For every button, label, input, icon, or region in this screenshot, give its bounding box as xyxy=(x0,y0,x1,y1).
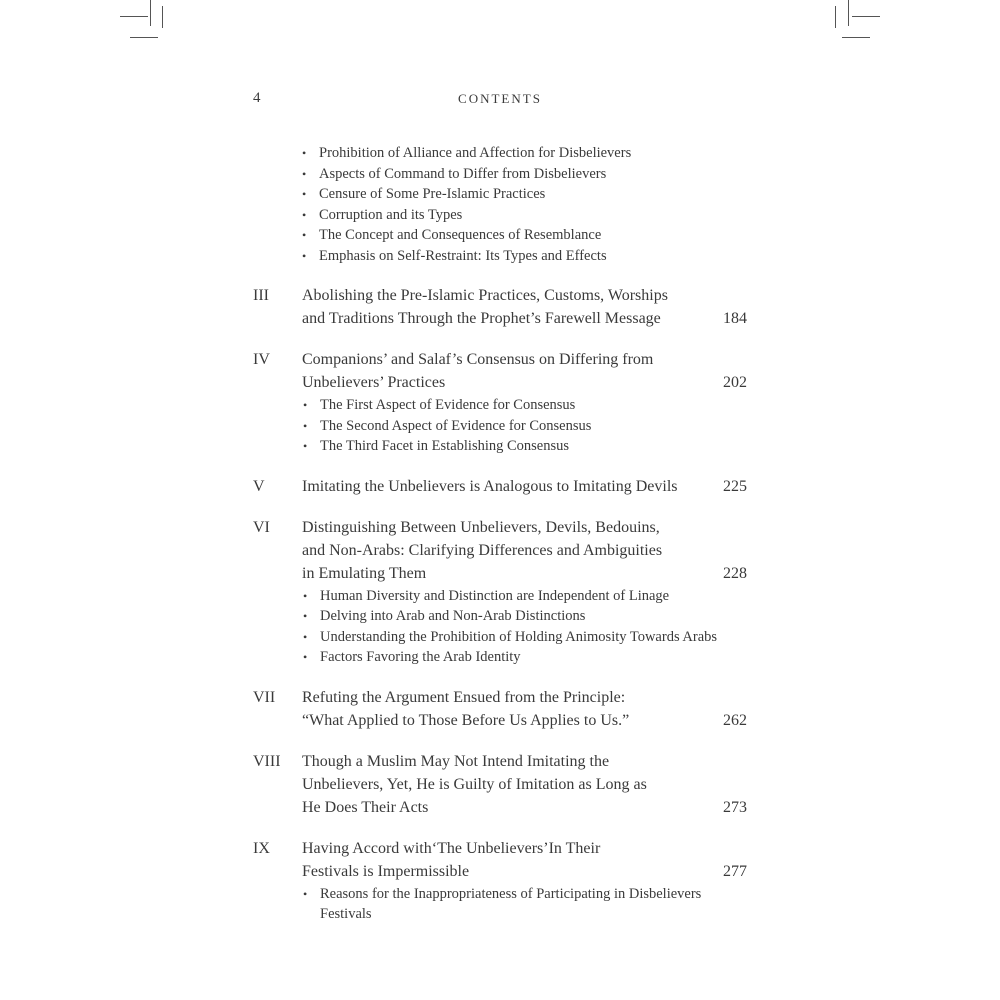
chapter-page-number: 202 xyxy=(723,374,747,391)
chapter-page-number: 277 xyxy=(723,862,747,880)
chapter-page-number: 225 xyxy=(723,477,747,495)
chapter-title xyxy=(302,837,711,883)
chapter-entry xyxy=(253,475,747,498)
chapter-title-row xyxy=(302,475,747,498)
chapter-title xyxy=(302,348,711,394)
chapter-title-line: Though a Muslim May Not Intend Imitating the xyxy=(302,752,610,770)
page-header xyxy=(253,90,747,112)
chapter-page-number: 184 xyxy=(723,310,747,327)
chapter-number: VI xyxy=(253,518,270,536)
chapter-title-line: Abolishing the Pre-Islamic Practices, Customs, Worships xyxy=(302,287,668,304)
chapter-title xyxy=(302,686,711,732)
chapter-number: III xyxy=(253,287,269,304)
running-head: CONTENTS xyxy=(458,91,542,106)
chapter-title-row xyxy=(302,284,747,330)
bullet-item: • Reasons for the Inappropriateness of Participating in Disbelievers Festivals xyxy=(302,884,747,925)
crop-mark-top-right-vertical-inner xyxy=(835,6,836,28)
chapter-number: VIII xyxy=(253,752,281,770)
chapter-title-row xyxy=(302,516,747,585)
chapter-body xyxy=(302,750,747,819)
chapter-page-number: 273 xyxy=(723,798,747,816)
bullet-item: • Aspects of Command to Differ from Disbelievers xyxy=(301,164,747,185)
chapter-title-row xyxy=(302,837,747,883)
chapter-title-line: Unbelievers, Yet, He is Guilty of Imitation as Long as xyxy=(302,775,647,793)
chapter-entry xyxy=(253,686,747,732)
bullet-item: • Understanding the Prohibition of Holding Animosity Towards Arabs xyxy=(302,627,747,648)
bullet-item: • Delving into Arab and Non-Arab Distinctions xyxy=(302,606,747,627)
chapter-body xyxy=(302,475,747,498)
chapter-entry xyxy=(253,516,747,668)
chapter-title-line: Imitating the Unbelievers is Analogous to Imitating Devils xyxy=(302,477,678,495)
crop-mark-top-right-vertical xyxy=(848,0,849,26)
chapter-title-line: Companions’ and Salaf’s Consensus on Differing from xyxy=(302,351,654,368)
chapter-page-number: 262 xyxy=(723,711,747,729)
crop-mark-top-left-horizontal-lower xyxy=(130,37,158,38)
chapter-title xyxy=(302,750,711,819)
chapter-title-row xyxy=(302,750,747,819)
chapter-title-line: Distinguishing Between Unbelievers, Devils, Bedouins, xyxy=(302,518,660,536)
chapter-title xyxy=(302,284,711,330)
chapter-title-line: Unbelievers’ Practices xyxy=(302,374,446,391)
crop-mark-top-left-vertical xyxy=(150,0,151,26)
chapter-title-row xyxy=(302,348,747,394)
chapter-body xyxy=(302,348,747,457)
chapter-number: IX xyxy=(253,839,270,857)
bullet-item: • The Concept and Consequences of Resemblance xyxy=(301,225,747,246)
chapter-title-line: in Emulating Them xyxy=(302,564,427,582)
chapter-body xyxy=(302,516,747,668)
chapter-body xyxy=(302,837,747,925)
bullet-item: • Factors Favoring the Arab Identity xyxy=(302,647,747,668)
chapter-title-line: and Non-Arabs: Clarifying Differences and Ambiguities xyxy=(302,541,663,559)
chapter-bullet-list xyxy=(302,586,747,668)
crop-mark-top-left-horizontal xyxy=(120,16,148,17)
chapter-number: IV xyxy=(253,351,270,368)
chapter-bullet-list xyxy=(302,395,747,457)
chapter-title-line: “What Applied to Those Before Us Applies to Us.” xyxy=(302,711,630,729)
bullet-item: • Censure of Some Pre-Islamic Practices xyxy=(301,184,747,205)
chapter-title-line: Festivals is Impermissible xyxy=(302,862,470,880)
bullet-item: • Human Diversity and Distinction are Independent of Linage xyxy=(302,586,747,607)
chapter-body xyxy=(302,284,747,330)
bullet-item: • The Third Facet in Establishing Consensus xyxy=(302,436,747,457)
chapter-title-row xyxy=(302,686,747,732)
chapter-title-line: He Does Their Acts xyxy=(302,798,429,816)
bullet-item: • Corruption and its Types xyxy=(301,205,747,226)
table-of-contents xyxy=(253,143,747,925)
chapter-entry xyxy=(253,284,747,330)
chapter-title-line: Refuting the Argument Ensued from the Principle: xyxy=(302,688,626,706)
chapter-entry xyxy=(253,348,747,457)
chapter-title xyxy=(302,516,711,585)
chapter-bullet-list xyxy=(302,884,747,925)
bullet-item: • Emphasis on Self-Restraint: Its Types and Effects xyxy=(301,246,747,267)
chapter-title-line: and Traditions Through the Prophet’s Farewell Message xyxy=(302,310,661,327)
bullet-item: • The Second Aspect of Evidence for Consensus xyxy=(302,416,747,437)
bullet-item: • The First Aspect of Evidence for Consensus xyxy=(302,395,747,416)
page-number: 4 xyxy=(253,90,261,106)
chapter-list xyxy=(253,284,747,925)
crop-mark-top-right-horizontal xyxy=(852,16,880,17)
chapter-page-number: 228 xyxy=(723,564,747,582)
chapter-entry xyxy=(253,750,747,819)
chapter-number: VII xyxy=(253,688,276,706)
crop-mark-top-right-horizontal-lower xyxy=(842,37,870,38)
bullet-item: • Prohibition of Alliance and Affection for Disbelievers xyxy=(301,143,747,164)
crop-mark-top-left-vertical-inner xyxy=(162,6,163,28)
chapter-title xyxy=(302,475,711,498)
continued-bullet-list xyxy=(253,143,747,266)
chapter-title-line: Having Accord with‘The Unbelievers’In Their xyxy=(302,839,601,857)
chapter-number: V xyxy=(253,477,265,495)
chapter-body xyxy=(302,686,747,732)
chapter-entry xyxy=(253,837,747,925)
